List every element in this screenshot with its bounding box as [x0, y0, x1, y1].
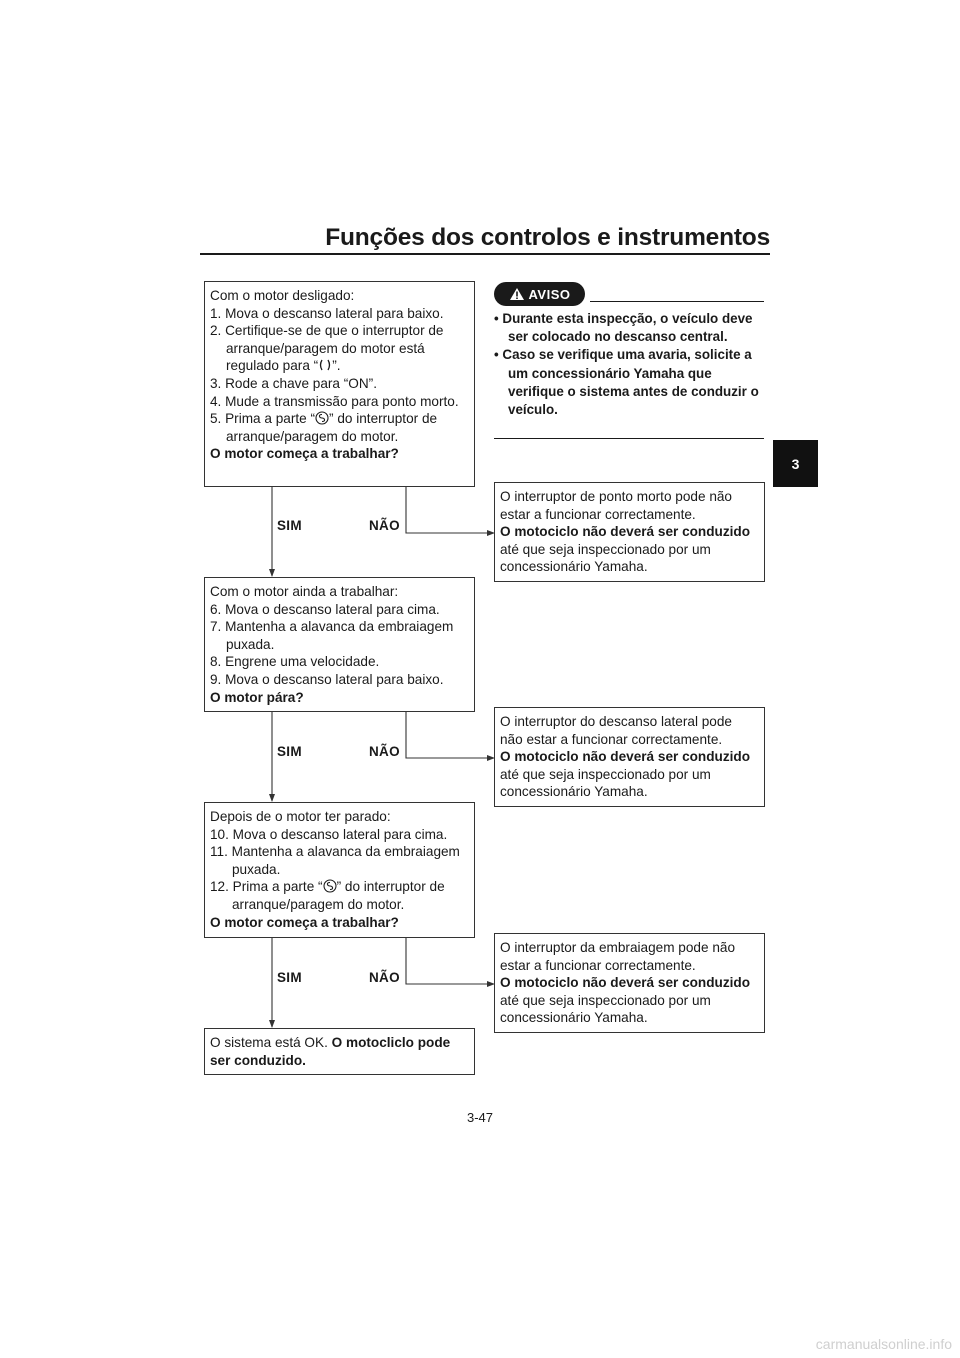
- step1-line: 3. Rode a chave para “ON”.: [210, 375, 377, 391]
- result2-box: [494, 707, 765, 807]
- engine-start-icon: [315, 411, 329, 425]
- engine-start-icon: [323, 879, 337, 893]
- step1-line: 2. Certifique-se de que o interruptor de arranque/paragem do motor está regulado para “ ”.: [210, 323, 444, 374]
- engine-run-icon: [318, 359, 332, 371]
- result3-text: O interruptor da embraiagem pode não estar a funcionar correctamente.: [500, 940, 736, 973]
- step2-line: 6. Mova o descanso lateral para cima.: [210, 601, 440, 617]
- warning-label: AVISO: [528, 286, 571, 302]
- step3-line: 10. Mova o descanso lateral para cima.: [210, 826, 448, 842]
- result2-text: O interruptor do descanso lateral pode não estar a funcionar correctamente.: [500, 714, 732, 747]
- step3-line: 12. Prima a parte “ ” do interruptor de arranque/paragem do motor.: [210, 879, 445, 912]
- warning-rule: [590, 301, 764, 302]
- chapter-tab: 3: [773, 440, 818, 487]
- step3-line: 11. Mantenha a alavanca da embraiagem puxada.: [210, 844, 460, 877]
- no-label-1: NÃO: [369, 518, 400, 533]
- warning-header: [494, 282, 764, 306]
- no-arrow-1: [406, 487, 494, 533]
- result3-box: [494, 933, 765, 1033]
- result1-box: [494, 482, 765, 582]
- page-number: 3-47: [466, 1110, 494, 1125]
- step2-box: [204, 577, 475, 712]
- warning-bottom-rule: [494, 438, 764, 439]
- watermark: carmanualsonline.info: [815, 1336, 952, 1352]
- warning-triangle-icon: [509, 287, 525, 301]
- no-arrow-2: [406, 712, 494, 758]
- yes-label-2: SIM: [277, 744, 302, 759]
- step2-question: O motor pára?: [210, 689, 304, 705]
- step3-line: Depois de o motor ter parado:: [210, 809, 391, 824]
- result3-advice: O motociclo não deverá ser conduzido até que seja inspeccionado por um concessionário Yamaha.: [500, 975, 751, 1026]
- step3-question: O motor começa a trabalhar?: [210, 914, 399, 930]
- page-title: Funções dos controlos e instrumentos: [325, 224, 770, 251]
- step1-question: O motor começa a trabalhar?: [210, 446, 399, 462]
- step2-line: Com o motor ainda a trabalhar:: [210, 584, 399, 599]
- no-label-2: NÃO: [369, 744, 400, 759]
- step2-line: 8. Engrene uma velocidade.: [210, 654, 380, 670]
- step1-box: [204, 281, 475, 487]
- result2-advice: O motociclo não deverá ser conduzido até que seja inspeccionado por um concessionário Yamaha.: [500, 749, 751, 800]
- warning-item: • Caso se verifique uma avaria, solicite a um concessionário Yamaha que verifique o sistema antes de conduzir o veículo.: [494, 347, 759, 418]
- final-box: [204, 1028, 475, 1075]
- no-arrow-3: [406, 938, 494, 984]
- result1-advice: O motociclo não deverá ser conduzido até que seja inspeccionado por um concessionário Yamaha.: [500, 524, 751, 575]
- step1-line: Com o motor desligado:: [210, 288, 355, 303]
- yes-label-3: SIM: [277, 970, 302, 985]
- step3-box: [204, 802, 475, 938]
- step1-line: 1. Mova o descanso lateral para baixo.: [210, 305, 444, 321]
- final-text: O sistema está OK. O motocliclo pode ser conduzido.: [210, 1035, 451, 1068]
- warning-body: [494, 310, 764, 419]
- step1-line: 5. Prima a parte “ ” do interruptor de arranque/paragem do motor.: [210, 411, 438, 444]
- result1-text: O interruptor de ponto morto pode não estar a funcionar correctamente.: [500, 489, 732, 522]
- step2-line: 9. Mova o descanso lateral para baixo.: [210, 671, 444, 687]
- no-label-3: NÃO: [369, 970, 400, 985]
- yes-label-1: SIM: [277, 518, 302, 533]
- step2-line: 7. Mantenha a alavanca da embraiagem puxada.: [210, 619, 454, 652]
- step1-line: 4. Mude a transmissão para ponto morto.: [210, 393, 459, 409]
- warning-badge: [494, 282, 585, 306]
- warning-item: • Durante esta inspecção, o veículo deve ser colocado no descanso central.: [494, 311, 753, 345]
